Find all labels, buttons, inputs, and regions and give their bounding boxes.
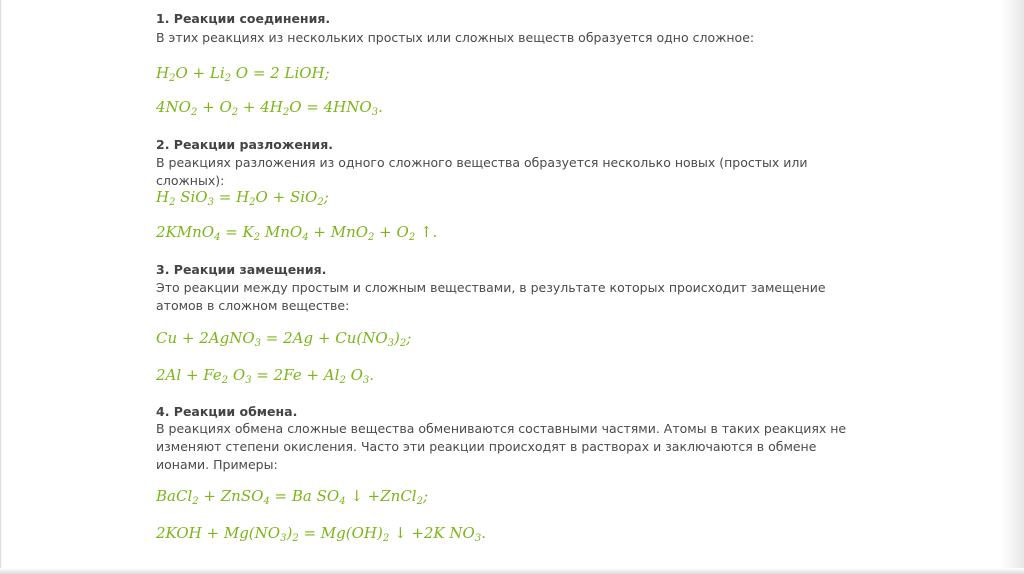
equation-1-2: $4NO_2 + O_2 + 4H_2O = 4HNO_3$. — [156, 98, 383, 118]
subscript: 2 — [224, 73, 232, 84]
subscript: 2 — [169, 197, 176, 208]
section-3-text: Это реакции между простым и сложным веществами, в результате которых происходит замещение атомов в сложном веществе: — [156, 280, 826, 313]
subscript: 2 — [416, 496, 423, 507]
equation-1-1: $H_2O + Li_2$ O = 2 LiOH; — [156, 64, 330, 84]
subscript: 2 — [317, 197, 324, 208]
subscript: 2 — [292, 533, 299, 544]
subscript: 4 — [214, 232, 221, 243]
subscript: 2 — [231, 107, 239, 118]
section-1-heading: 1. Реакции соединения. — [156, 11, 331, 26]
subscript: 2 — [408, 232, 416, 243]
frame-shadow-left — [0, 0, 2, 574]
section-1-text: В этих реакциях из нескольких простых или сложных веществ образуется одно сложное: — [156, 30, 755, 45]
equation-2-2: 2KMnO$_4$ = $K_2$ $MnO_4 + MnO_2 + O_2$ ↑. — [156, 223, 438, 243]
subscript: 3 — [254, 338, 262, 349]
subscript: 2 — [399, 338, 407, 349]
subscript: 4 — [302, 232, 309, 243]
subscript: 3 — [245, 375, 252, 386]
equation-4-1: BaCl$_2$ + ZnSO$_4$ = Ba $SO_4$ ↓ +ZnCl$_2$; — [156, 487, 429, 507]
subscript: 3 — [207, 197, 214, 208]
section-4-text: В реакциях обмена сложные вещества обмениваются составными частями. Атомы в таких реакциях не изменяют степени окисления. Часто эти реакции происходят в растворах и заключаются в обмене ионами. Примеры: — [156, 421, 847, 472]
section-2-heading: 2. Реакции разложения. — [156, 137, 333, 152]
subscript: 3 — [362, 375, 370, 386]
subscript: 2 — [339, 375, 346, 386]
equation-2-1: $H_2$ $SiO_3 = H_2O + SiO_2$; — [156, 188, 329, 208]
subscript: 3 — [387, 338, 395, 349]
subscript: 2 — [282, 107, 290, 118]
subscript: 2 — [368, 232, 375, 243]
frame-shadow-bottom — [0, 568, 1024, 574]
subscript: 2 — [249, 197, 256, 208]
subscript: 2 — [253, 232, 261, 243]
subscript: 2 — [169, 73, 176, 84]
subscript: 3 — [474, 533, 482, 544]
subscript: 3 — [280, 533, 287, 544]
subscript: 2 — [382, 533, 390, 544]
equation-3-1: Cu + 2AgNO$_3$ = $2Ag + Cu(NO_3)_2$; — [156, 329, 412, 349]
frame-shadow-right — [1002, 0, 1024, 574]
section-3-heading: 3. Реакции замещения. — [156, 262, 327, 277]
subscript: 2 — [190, 107, 198, 118]
subscript: 4 — [263, 496, 270, 507]
section-2-text: В реакциях разложения из одного сложного вещества образуется несколько новых (простых или сложных): — [156, 155, 808, 188]
equation-3-2: $2Al + Fe_2$ $O_3 = 2Fe + Al_2$ $O_3$. — [156, 366, 375, 386]
section-4-heading: 4. Реакции обмена. — [156, 404, 298, 419]
subscript: 4 — [339, 496, 346, 507]
subscript: 2 — [221, 375, 229, 386]
subscript: 3 — [371, 107, 379, 118]
subscript: 2 — [192, 496, 199, 507]
equation-4-2: $2KOH + Mg(NO_3)_2 = Mg(OH)_2$ ↓ +2K $NO_3$. — [156, 524, 486, 544]
